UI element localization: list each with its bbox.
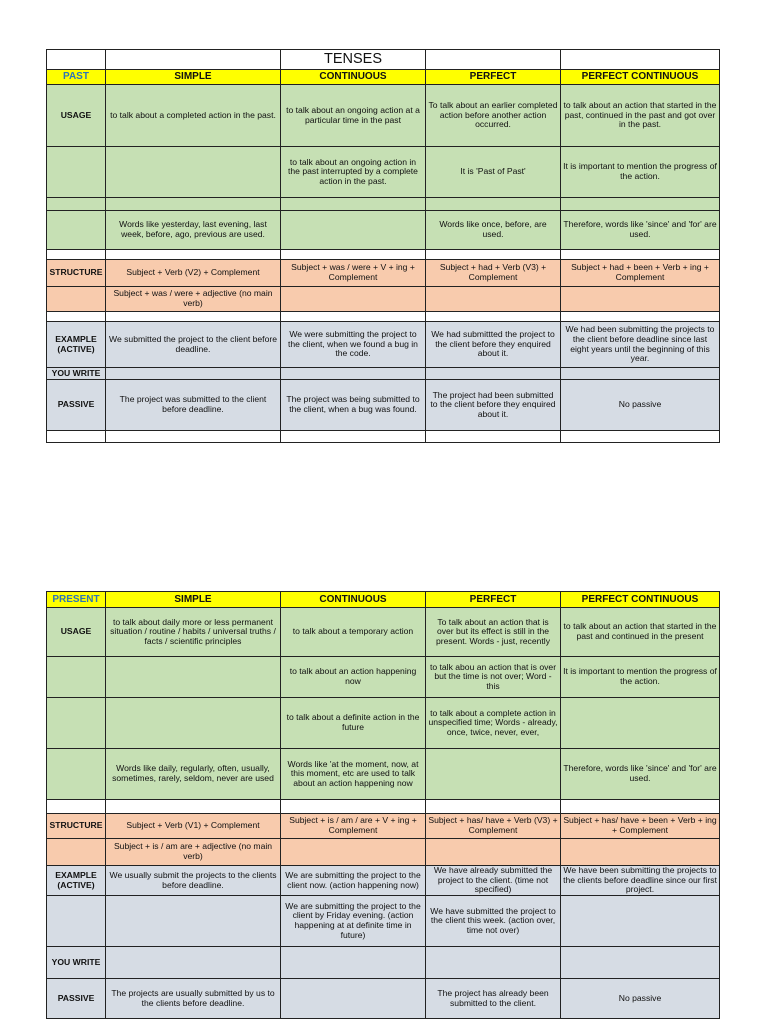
header-perfect: PERFECT: [426, 70, 561, 85]
present-label: PRESENT: [47, 592, 106, 608]
cell: [426, 287, 561, 312]
passive-label: PASSIVE: [47, 979, 106, 1019]
cell: [106, 147, 281, 198]
cell: to talk about an action happening now: [281, 657, 426, 698]
past-label: PAST: [47, 70, 106, 85]
cell: It is important to mention the progress of the action.: [561, 657, 720, 698]
cell: We have already submitted the project to the client. (time not specified): [426, 866, 561, 896]
cell: [106, 657, 281, 698]
header-perfect-continuous: PERFECT CONTINUOUS: [561, 70, 720, 85]
cell: Words like once, before, are used.: [426, 211, 561, 250]
cell: [561, 839, 720, 866]
you-write-label: YOU WRITE: [47, 368, 106, 380]
cell: [106, 896, 281, 947]
cell: The projects are usually submitted by us to the clients before deadline.: [106, 979, 281, 1019]
cell: Subject + was / were + V + ing + Complement: [281, 260, 426, 287]
cell: We have been submitting the projects to the clients before deadline since our first project.: [561, 866, 720, 896]
cell: to talk about an action that started in the past, continued in the past and got over in the past.: [561, 85, 720, 147]
cell: to talk about a definite action in the future: [281, 698, 426, 749]
cell: To talk about an action that is over but its effect is still in the present. Words - just, recently: [426, 608, 561, 657]
cell: to talk about a complete action in unspecified time; Words - already, once, twice, never, ever,: [426, 698, 561, 749]
header-perfect: PERFECT: [426, 592, 561, 608]
cell: Therefore, words like 'since' and 'for' are used.: [561, 749, 720, 800]
usage-label: USAGE: [47, 85, 106, 147]
cell: The project had been submitted to the client before they enquired about it.: [426, 380, 561, 431]
header-continuous: CONTINUOUS: [281, 592, 426, 608]
cell: [106, 698, 281, 749]
cell: The project has already been submitted to the client.: [426, 979, 561, 1019]
cell: Subject + was / were + adjective (no main verb): [106, 287, 281, 312]
you-write-label: YOU WRITE: [47, 947, 106, 979]
cell: [281, 287, 426, 312]
header-simple: SIMPLE: [106, 592, 281, 608]
cell: [561, 287, 720, 312]
cell: We were submitting the project to the client, when we found a bug in the code.: [281, 322, 426, 368]
cell: No passive: [561, 979, 720, 1019]
cell: The project was being submitted to the client, when a bug was found.: [281, 380, 426, 431]
cell: It is important to mention the progress of the action.: [561, 147, 720, 198]
passive-label: PASSIVE: [47, 380, 106, 431]
page-title: TENSES: [281, 50, 426, 70]
past-tenses-table: [46, 49, 720, 443]
usage-label: USAGE: [47, 608, 106, 657]
structure-label: STRUCTURE: [47, 814, 106, 839]
cell: Subject + Verb (V1) + Complement: [106, 814, 281, 839]
cell: to talk about an action that started in the past and continued in the present: [561, 608, 720, 657]
cell: Words like yesterday, last evening, last week, before, ago, previous are used.: [106, 211, 281, 250]
cell: Therefore, words like 'since' and 'for' are used.: [561, 211, 720, 250]
cell: to talk about an ongoing action at a particular time in the past: [281, 85, 426, 147]
cell: to talk about a temporary action: [281, 608, 426, 657]
cell: to talk about an ongoing action in the past interrupted by a complete action in the past.: [281, 147, 426, 198]
cell: to talk about a completed action in the past.: [106, 85, 281, 147]
cell: Subject + Verb (V2) + Complement: [106, 260, 281, 287]
cell: Subject + is / am are + adjective (no main verb): [106, 839, 281, 866]
cell: [561, 698, 720, 749]
structure-label: STRUCTURE: [47, 260, 106, 287]
cell: We have submitted the project to the client this week. (action over, time not over): [426, 896, 561, 947]
cell: It is 'Past of Past': [426, 147, 561, 198]
present-tenses-table: [46, 591, 720, 1019]
cell: Subject + had + been + Verb + ing + Complement: [561, 260, 720, 287]
cell: The project was submitted to the client before deadline.: [106, 380, 281, 431]
cell: We usually submit the projects to the clients before deadline.: [106, 866, 281, 896]
cell: [426, 839, 561, 866]
cell: We submitted the project to the client before deadline.: [106, 322, 281, 368]
cell: to talk about daily more or less permanent situation / routine / habits / universal truths / facts / scientific principles: [106, 608, 281, 657]
cell: We are submitting the project to the client now. (action happening now): [281, 866, 426, 896]
cell: To talk about an earlier completed action before another action occurred.: [426, 85, 561, 147]
cell: [281, 211, 426, 250]
cell: Subject + has/ have + Verb (V3) + Complement: [426, 814, 561, 839]
cell: Subject + has/ have + been + Verb + ing + Complement: [561, 814, 720, 839]
you-write-cell[interactable]: [106, 368, 281, 380]
header-perfect-continuous: PERFECT CONTINUOUS: [561, 592, 720, 608]
header-simple: SIMPLE: [106, 70, 281, 85]
cell: Words like 'at the moment, now, at this moment, etc are used to talk about an action happening now: [281, 749, 426, 800]
you-write-cell[interactable]: [106, 947, 281, 979]
cell: [281, 839, 426, 866]
cell: We are submitting the project to the client by Friday evening. (action happening at at definite time in future): [281, 896, 426, 947]
cell: We had been submitting the projects to the client before deadline since last eight years until the beginning of this year.: [561, 322, 720, 368]
cell: [281, 979, 426, 1019]
cell: Subject + had + Verb (V3) + Complement: [426, 260, 561, 287]
cell: We had submittted the project to the client before they enquired about it.: [426, 322, 561, 368]
example-label: EXAMPLE (ACTIVE): [47, 866, 106, 896]
cell: [426, 749, 561, 800]
example-label: EXAMPLE (ACTIVE): [47, 322, 106, 368]
cell: Subject + is / am / are + V + ing + Complement: [281, 814, 426, 839]
cell: to talk abou an action that is over but the time is not over; Word - this: [426, 657, 561, 698]
cell: [561, 896, 720, 947]
cell: No passive: [561, 380, 720, 431]
header-continuous: CONTINUOUS: [281, 70, 426, 85]
cell: Words like daily, regularly, often, usually, sometimes, rarely, seldom, never are used: [106, 749, 281, 800]
